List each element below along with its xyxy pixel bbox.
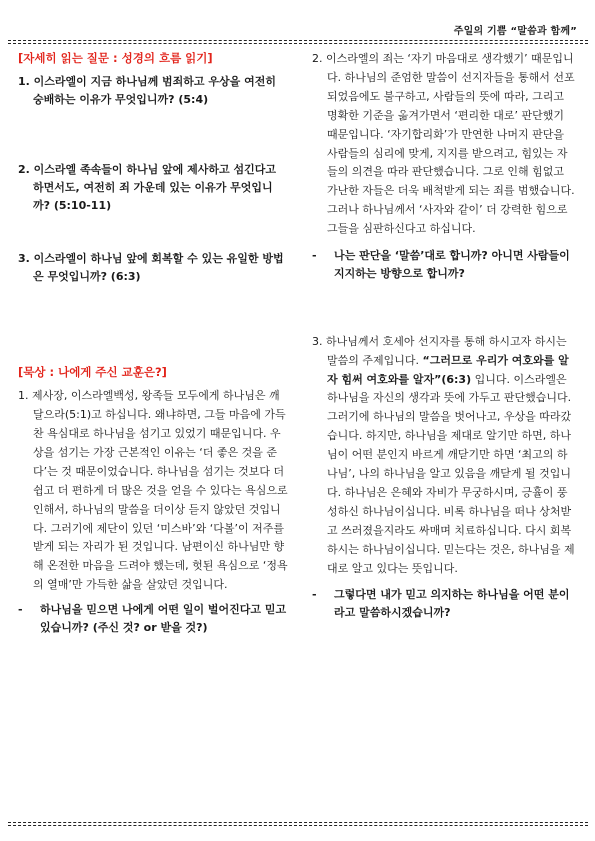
question-3: 3. 이스라엘이 하나님 앞에 회복할 수 있는 유일한 방법은 무엇입니까? (6:3): [18, 252, 284, 284]
left-column: [18, 50, 288, 637]
top-divider: [8, 40, 588, 41]
page-header: 주일의 기쁨 “말씀과 함께”: [453, 26, 577, 37]
section-title-questions: [자세히 읽는 질문 : 성경의 흐름 읽기]: [18, 51, 213, 65]
dash-marker: -: [312, 588, 317, 602]
dash-marker: -: [312, 249, 317, 263]
question-2: 2. 이스라엘 족속들이 하나님 앞에 제사하고 섬긴다고 하면서도, 여전히 죄 가운데 있는 이유가 무엇입니까? (5:10-11): [18, 162, 276, 212]
section-title-meditation: [묵상 : 나에게 주신 교훈은?]: [18, 364, 167, 379]
bottom-divider-2: [8, 825, 588, 826]
reflection-note-3: [312, 586, 578, 622]
reflection-note-3-text: 그렇다면 내가 믿고 의지하는 하나님을 어떤 분이라고 말씀하시겠습니까?: [334, 588, 570, 620]
reflection-note-2: [312, 247, 578, 283]
item-3-key-verse: “그러므로 우리가 여호와를 알자 힘써 여호와를 알자”(6:3): [327, 353, 569, 386]
reflection-note-1: [18, 601, 288, 637]
dash-marker: -: [18, 603, 23, 617]
reflection-note-1-text: 하나님을 믿으면 나에게 어떤 일이 벌어진다고 믿고 있습니까? (주신 것? or 받을 것?): [40, 603, 287, 634]
bottom-divider: [8, 822, 588, 823]
meditation-item-2: 2. 이스라엘의 죄는 ‘자기 마음대로 생각했기’ 때문입니다. 하나님의 준엄한 말씀이 선지자들을 통해서 선포되었음에도 불구하고, 사람들의 뜻에 따라, 그리고 명확한 기준을 옮겨가면서 ‘편리한 대로’ 판단했기 때문입니다. ‘자기합리화’가 만연한 나머지 판단을 사람들의 심리에 맞게, 지지를 받으려고, 힘있는 자들의 의견을 따라 판단했습니다. 그로 인해 힘없고 가난한 자들은 더욱 배척받게 되는 죄를 범했습니다. 그러나 하나님께서 ‘사자와 같이’ 더 강력한 힘으로 그들을 심판하신다고 하십니다.: [312, 52, 575, 236]
item-3-intro: 3. 하나님께서 호세아 선지자를 통해 하시고자 하시는 말씀의 주제입니다.: [312, 334, 567, 367]
question-1: 1. 이스라엘이 지금 하나님께 범죄하고 우상을 여전히 숭배하는 이유가 무엇입니까? (5:4): [18, 75, 276, 107]
reflection-note-2-text: 나는 판단을 ‘말씀’대로 합니까? 아니면 사람들이 지지하는 방향으로 합니까?: [334, 249, 570, 280]
top-divider-2: [8, 43, 588, 44]
meditation-item-3: [312, 333, 578, 579]
meditation-item-1: 1. 제사장, 이스라엘백성, 왕족들 모두에게 하나님은 깨달으라(5:1)고 하십니다. 왜냐하면, 그들 마음에 가득찬 욕심대로 하나님을 섬기고 있었기 때문입니다. 우상을 섬기는 가장 근본적인 이유는 ‘더 좋은 것을 준다’는 것 때문이었습니다. 하나님을 섬기는 것보다 더 쉽고 더 편하게 더 많은 것을 얻을 수 있다는 욕심으로 인해서, 하나님의 말씀을 더이상 듣지 않았던 것입니다. 그러기에 제단이 있던 ‘미스바’와 ‘다볼’이 저주를 받게 되는 자리가 된 것입니다. 남편이신 하나님만 향해 온전한 마음을 드려야 했는데, 헛된 욕심으로 ‘정욕의 열매’만 가득한 삶을 살았던 것입니다.: [18, 389, 288, 592]
right-column: [312, 50, 578, 622]
item-3-body: 입니다. 이스라엘은 하나님을 자신의 생각과 뜻에 가두고 판단했습니다. 그러기에 하나님의 말씀을 벗어나고, 우상을 따라갔습니다. 하지만, 하나님을 제대로 알기만 하면, 하나님이 어떤 분인지 바르게 깨닫기만 하면 ‘최고의 하나님’, 나의 하나님을 알고 있음을 깨닫게 될 것입니다. 하나님은 은혜와 자비가 무궁하시며, 긍휼이 풍성하신 하나님이십니다. 비록 하나님을 떠나 상처받고 쓰러졌을지라도 싸매며 치료하십니다. 다시 회복하시는 하나님이십니다. 믿는다는 것은, 하나님을 제대로 알고 있다는 뜻입니다.: [327, 372, 575, 575]
